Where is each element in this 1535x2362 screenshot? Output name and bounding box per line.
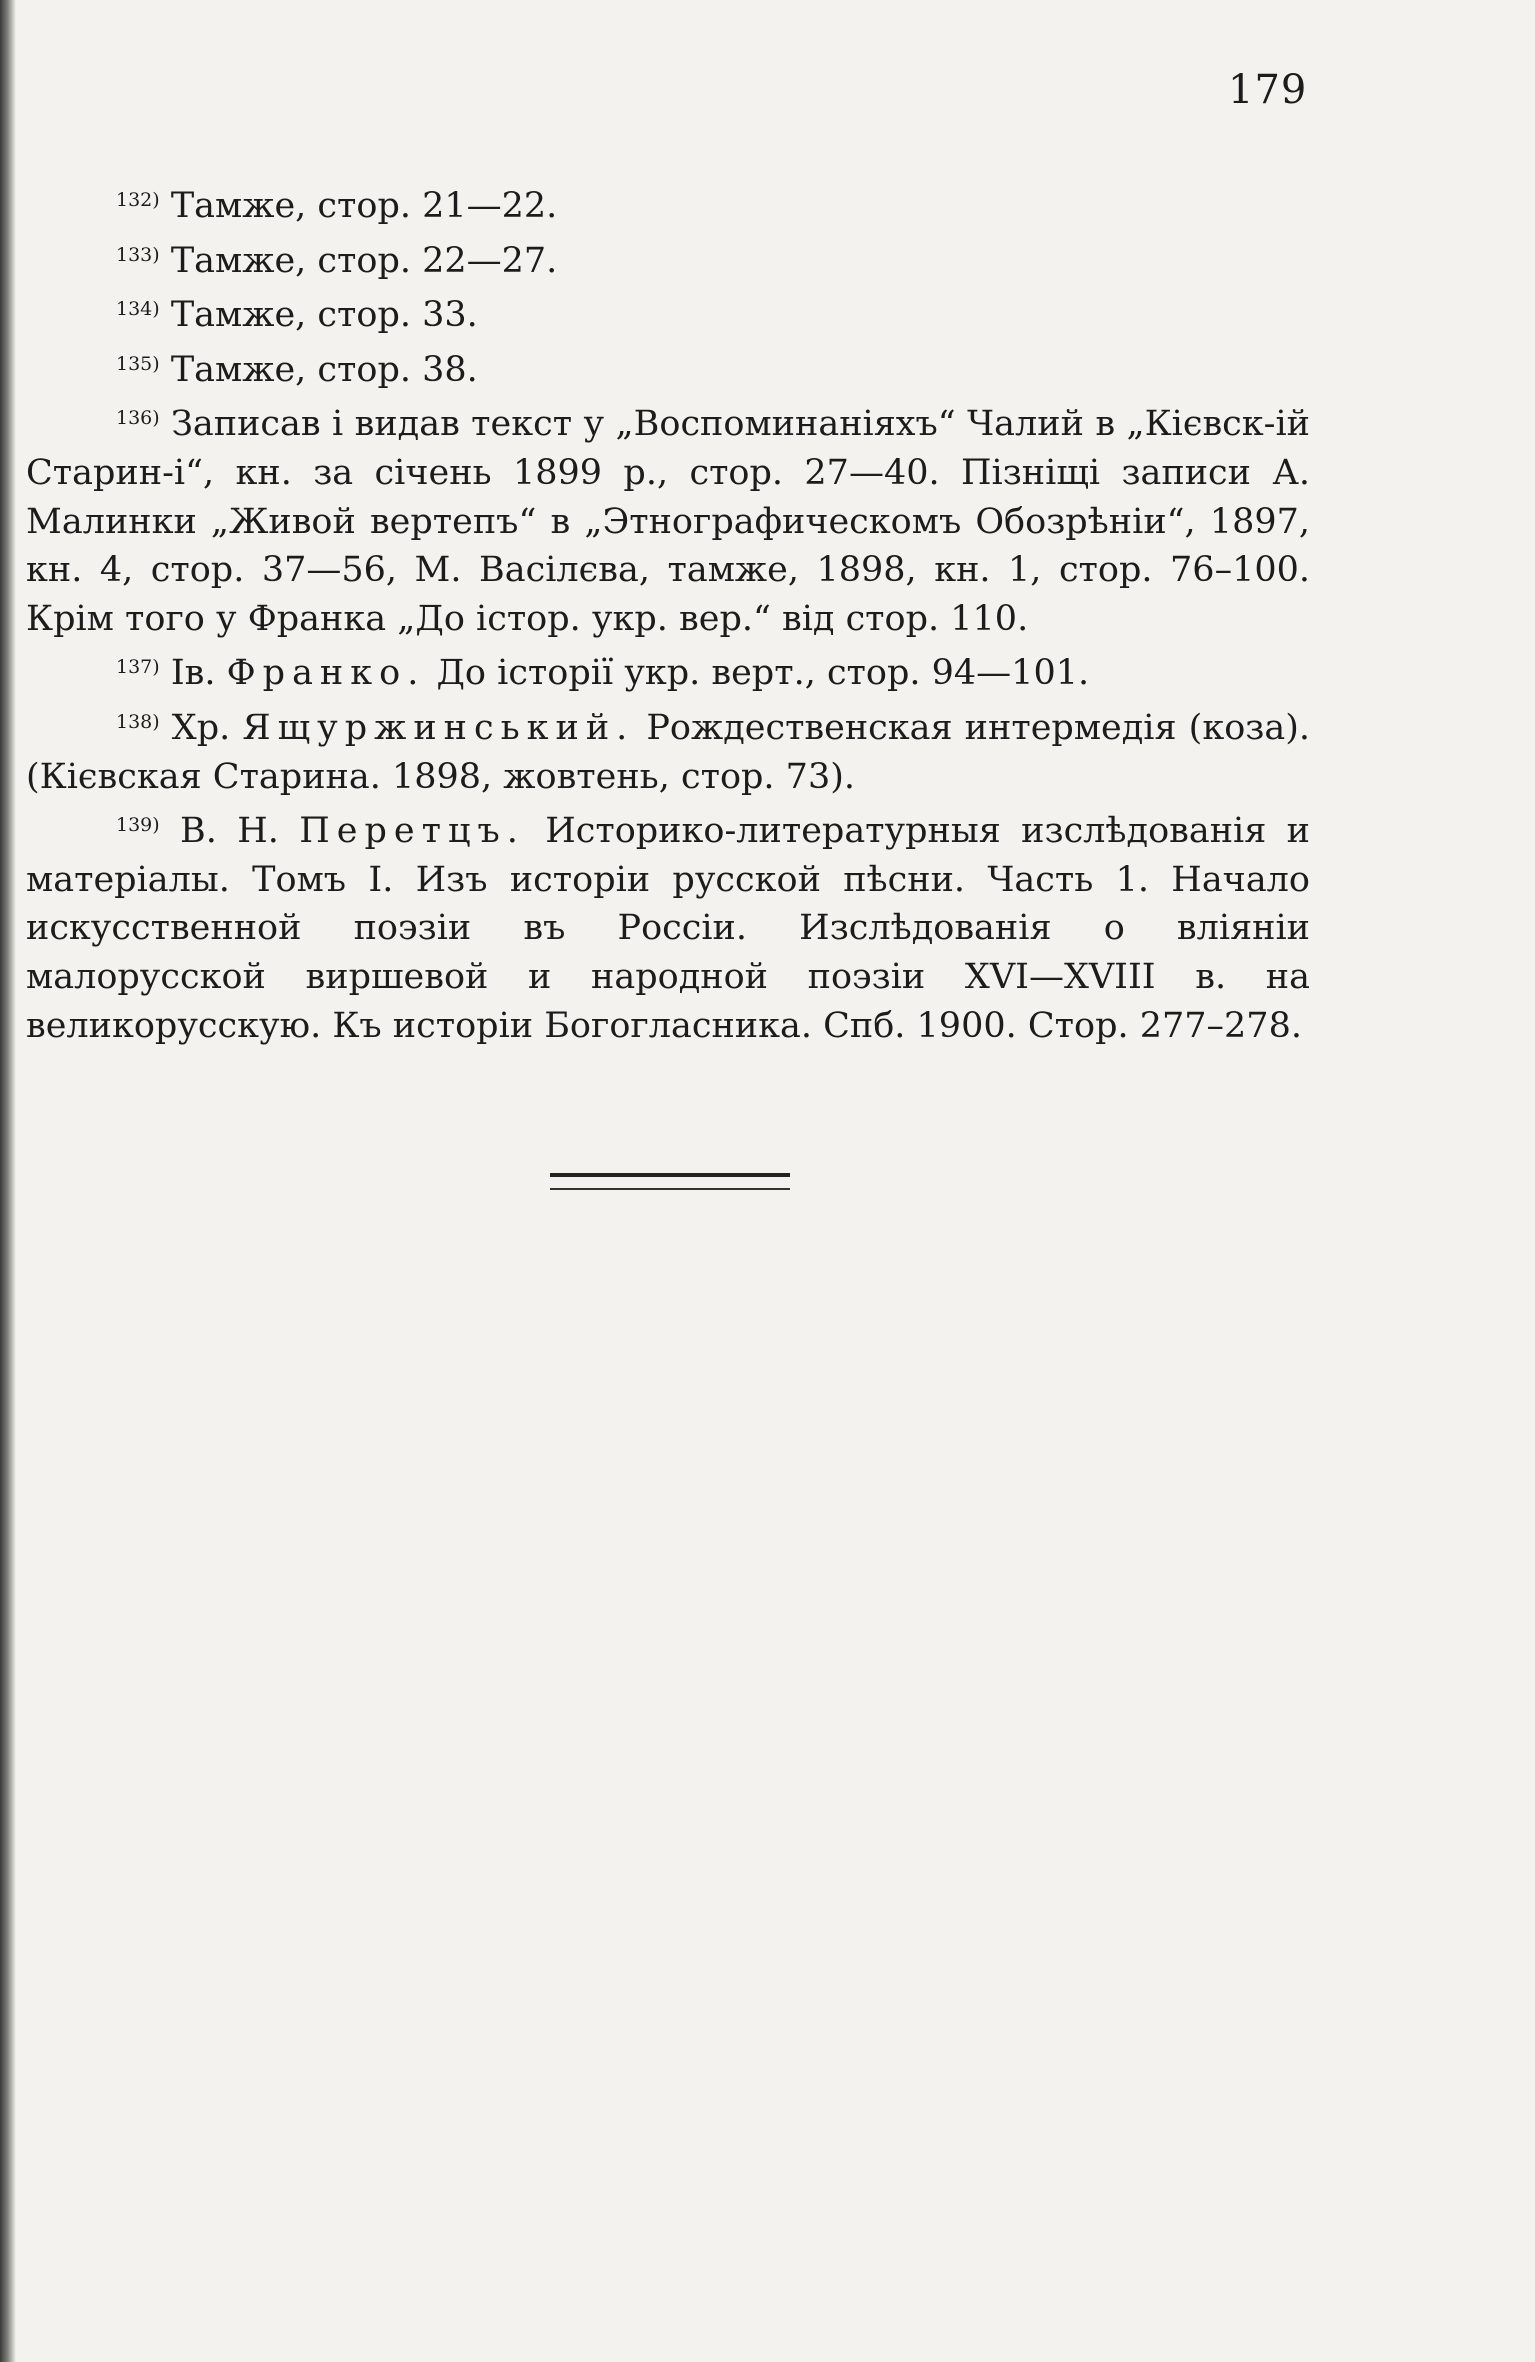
footnote-number: 134) bbox=[116, 298, 160, 321]
footnote-number: 136) bbox=[116, 407, 160, 430]
footnote-text: Тамже, стор. 38. bbox=[159, 349, 478, 390]
rule-thick-line bbox=[550, 1173, 790, 1177]
footnote-author-name: Франко. bbox=[226, 653, 426, 694]
footnote-138 bbox=[26, 698, 1310, 801]
footnote-text: Тамже, стор. 33. bbox=[159, 295, 478, 336]
footnote-132 bbox=[26, 176, 1310, 231]
footnote-number: 137) bbox=[116, 656, 160, 679]
footnote-author-prefix: Ів. bbox=[159, 653, 227, 694]
rule-thin-line bbox=[550, 1188, 790, 1190]
footnote-text: Рождественская интермедія (коза). (Кієвская Старина. 1898, жовтень, стор. 73). bbox=[26, 707, 1311, 797]
footnote-text: Записав і видав текст у „Воспоминаніяхъ“ Чалий в „Кієвск-ій Старин-і“, кн. за січень 1899 р., стор. 27—40. Пізніщі записи А. Малинки „Живой вертепъ“ в „Этнографическомъ Обозрѣніи“, 1897, кн. 4, стор. 37—56, М. Васілєва, тамже, 1898, кн. 1, стор. 76–100. Крім того у Франка „До істор. укр. вер.“ від стор. 110. bbox=[26, 404, 1310, 639]
end-of-section-rule bbox=[550, 1173, 790, 1190]
footnote-135 bbox=[26, 340, 1310, 395]
footnote-text: Тамже, стор. 22—27. bbox=[159, 240, 558, 281]
footnote-134 bbox=[26, 285, 1310, 340]
footnote-136 bbox=[26, 394, 1310, 643]
footnote-text: Историко-литературныя изслѣдованія и матеріалы. Томъ I. Изъ исторіи русской пѣсни. Часть 1. Начало искусственной поэзіи въ Россіи. Изслѣдованія о вліяніи малорусской виршевой и народной поэзіи XVI—XVIII в. на великорусскую. Къ исторіи Богогласника. Спб. 1900. Стор. 277–278. bbox=[26, 811, 1310, 1046]
footnote-number: 138) bbox=[116, 710, 160, 733]
page-number: 179 bbox=[1228, 67, 1308, 113]
page-binding-edge bbox=[0, 0, 16, 2362]
footnote-author-name: Ящуржинський. bbox=[242, 707, 635, 748]
footnote-number: 139) bbox=[116, 814, 160, 837]
footnote-author-prefix: Хр. bbox=[159, 707, 243, 748]
footnote-author-prefix: В. Н. bbox=[159, 811, 300, 852]
footnote-137 bbox=[26, 643, 1310, 698]
footnote-number: 132) bbox=[116, 189, 160, 211]
footnote-133 bbox=[26, 231, 1310, 286]
footnotes-section bbox=[26, 176, 1310, 1050]
footnote-text: Тамже, стор. 21—22. bbox=[159, 186, 558, 226]
footnote-number: 135) bbox=[116, 352, 160, 375]
footnote-author-name: Перетцъ. bbox=[299, 811, 525, 852]
footnote-text: До історії укр. верт., стор. 94—101. bbox=[425, 653, 1090, 694]
footnote-139 bbox=[26, 801, 1310, 1050]
footnote-number: 133) bbox=[116, 243, 160, 266]
